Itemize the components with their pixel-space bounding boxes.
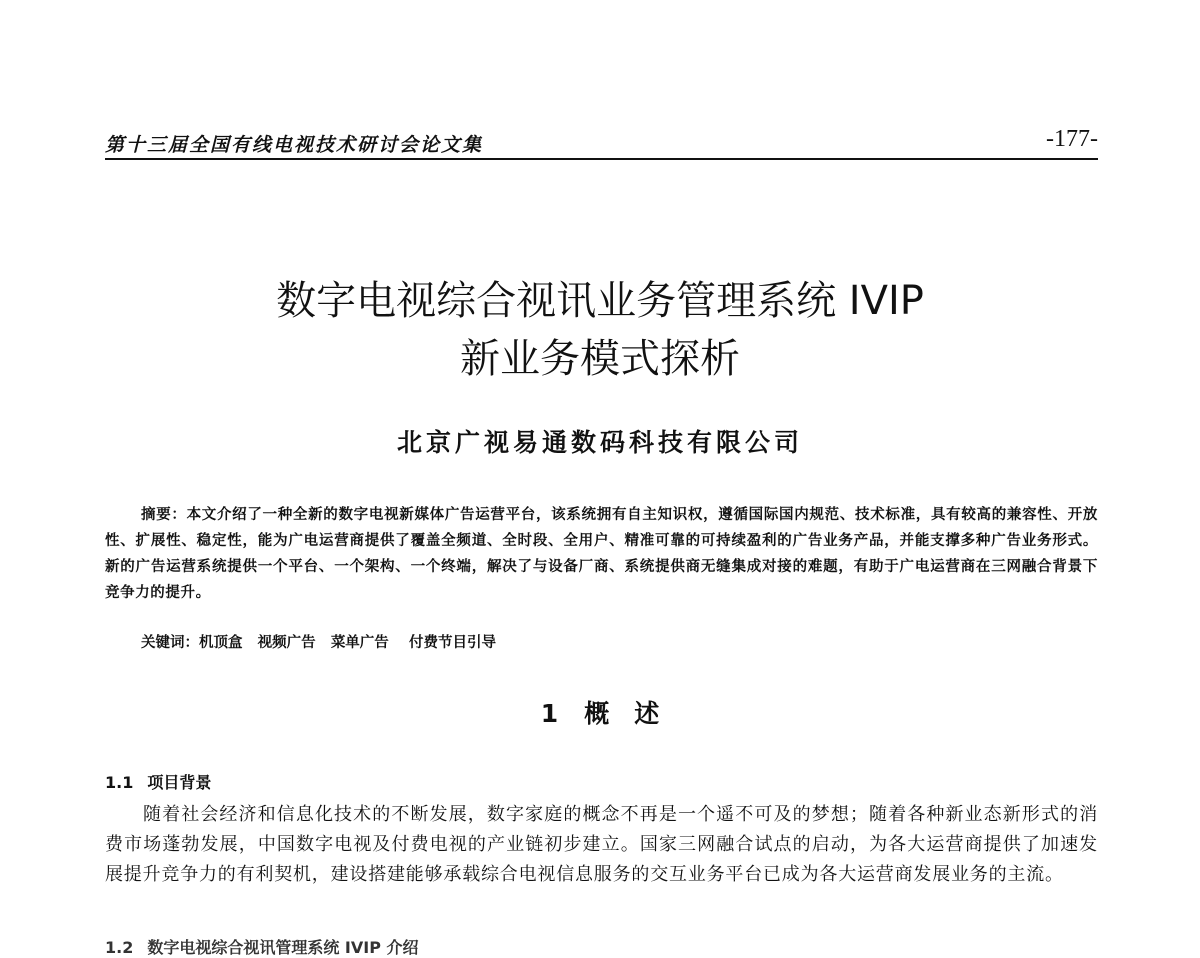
keywords-label: 关键词： — [141, 635, 199, 651]
conference-name: 第十三届全国有线电视技术研讨会论文集 — [105, 134, 484, 156]
section-title: 概 述 — [584, 699, 660, 728]
subsection-number: 1.2 — [105, 938, 134, 957]
body-paragraph: 随着社会经济和信息化技术的不断发展，数字家庭的概念不再是一个遥不可及的梦想；随着各种新业态新形式的消费市场蓬勃发展，中国数字电视及付费电视的产业链初步建立。国家三网融合试点的启动，为各大运营商提供了加速发展提升竞争力的有利契机，建设搭建能够承载综合电视信息服务的交互业务平台已成为各大运营商发展业务的主流。 — [105, 804, 1098, 885]
subsection-heading — [105, 770, 211, 793]
keyword: 菜单广告 — [330, 635, 389, 651]
keyword: 机顶盒 — [199, 635, 243, 651]
running-header — [105, 126, 1098, 160]
subsection-number: 1.1 — [105, 773, 134, 792]
abstract-label: 摘要： — [141, 507, 187, 523]
abstract-text: 本文介绍了一种全新的数字电视新媒体广告运营平台，该系统拥有自主知识权，遵循国际国内规范、技术标准，具有较高的兼容性、开放性、扩展性、稳定性，能为广电运营商提供了覆盖全频道、全时段、全用户、精准可靠的可持续盈利的广告业务产品，并能支撑多种广告业务形式。新的广告运营系统提供一个平台、一个架构、一个终端，解决了与设备厂商、系统提供商无缝集成对接的难题，有助于广电运营商在三网融合背景下竞争力的提升。 — [105, 507, 1098, 601]
title-line-2: 新业务模式探析 — [460, 336, 740, 382]
section-heading — [150, 694, 1050, 730]
subsection-title: 项目背景 — [147, 773, 212, 792]
paper-title — [150, 272, 1050, 388]
keyword: 付费节目引导 — [409, 635, 497, 651]
abstract — [105, 502, 1098, 606]
subsection-heading — [105, 935, 419, 958]
page-number: -177- — [1046, 126, 1098, 152]
author-affiliation: 北京广视易通数码科技有限公司 — [396, 428, 803, 457]
title-line-1: 数字电视综合视讯业务管理系统 IVIP — [276, 278, 924, 324]
section-number: 1 — [540, 699, 559, 728]
keywords — [141, 632, 1101, 654]
subsection-title: 数字电视综合视讯管理系统 IVIP 介绍 — [147, 938, 419, 957]
keyword: 视频广告 — [257, 635, 316, 651]
